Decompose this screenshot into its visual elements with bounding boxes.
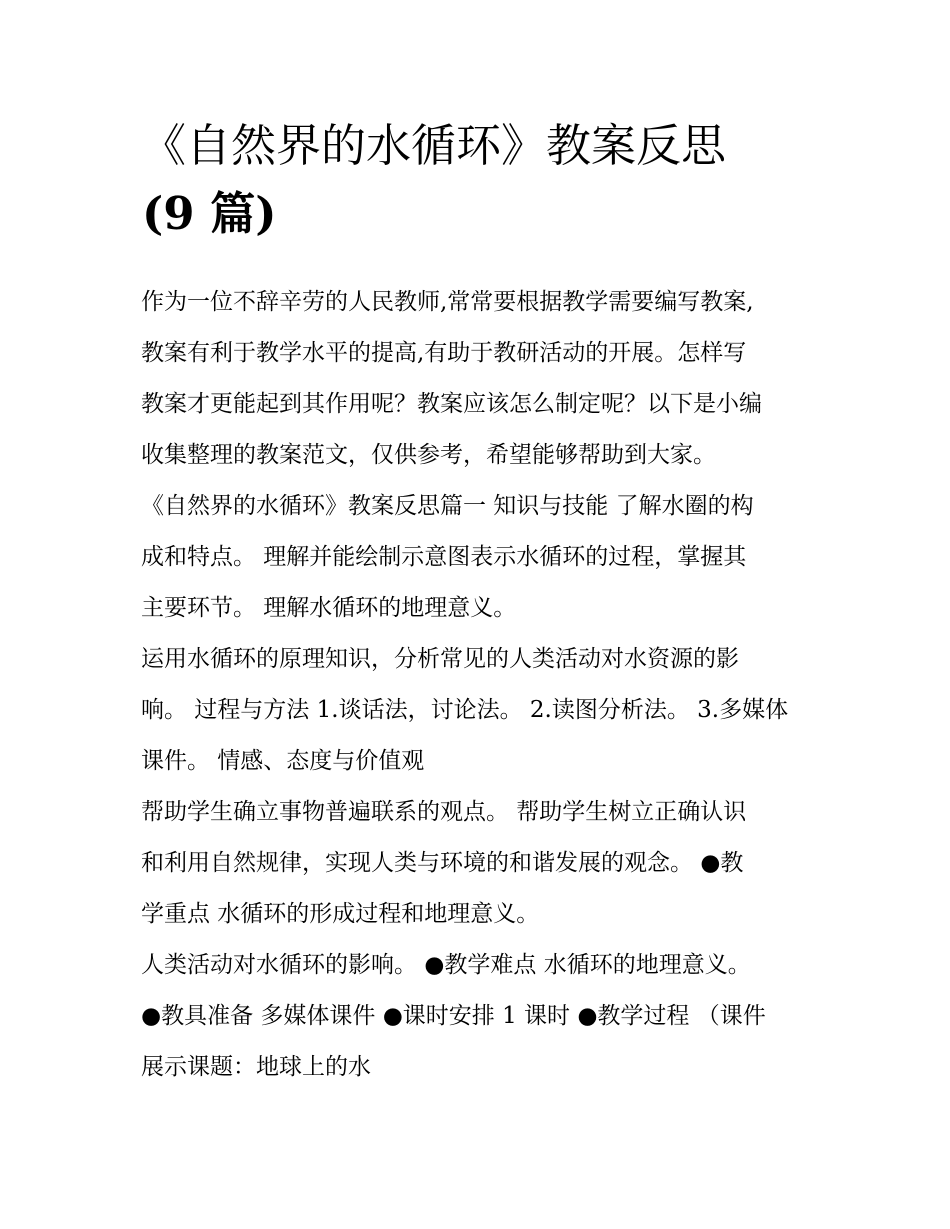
- document-body: [141, 277, 821, 1093]
- body-line-10: 课件。 情感、态度与价值观: [141, 748, 425, 774]
- body-line-3: 教案才更能起到其作用呢？教案应该怎么制定呢？以下是小编: [141, 391, 762, 417]
- body-line-4: 收集整理的教案范文，仅供参考，希望能够帮助到大家。: [141, 442, 716, 468]
- body-line-2: 教案有利于教学水平的提高,有助于教研活动的开展。怎样写: [141, 340, 747, 366]
- body-line-9: 响。 过程与方法 1.谈话法，讨论法。 2.读图分析法。 3.多媒体: [141, 697, 789, 723]
- body-line-12: 和利用自然规律，实现人类与环境的和谐发展的观念。 ●教: [141, 850, 744, 876]
- body-line-1: 作为一位不辞辛劳的人民教师,常常要根据教学需要编写教案,: [141, 289, 754, 315]
- body-line-16: 展示课题：地球上的水: [141, 1054, 371, 1080]
- title-line-2: (9 篇): [142, 187, 277, 240]
- title-line-1: 《自然界的水循环》教案反思: [141, 119, 727, 172]
- body-line-11: 帮助学生确立事物普遍联系的观点。 帮助学生树立正确认识: [141, 799, 747, 825]
- body-line-7: 主要环节。 理解水循环的地理意义。: [141, 595, 517, 621]
- body-line-14: 人类活动对水循环的影响。 ●教学难点 水循环的地理意义。: [141, 952, 751, 978]
- body-line-5: 《自然界的水循环》教案反思篇一 知识与技能 了解水圈的构: [141, 493, 754, 519]
- body-line-6: 成和特点。 理解并能绘制示意图表示水循环的过程，掌握其: [141, 544, 747, 570]
- body-line-13: 学重点 水循环的形成过程和地理意义。: [141, 901, 540, 927]
- body-line-8: 运用水循环的原理知识，分析常见的人类活动对水资源的影: [141, 646, 739, 672]
- document-title: [141, 112, 831, 248]
- body-line-15: ●教具准备 多媒体课件 ●课时安排 1 课时 ●教学过程 （课件: [141, 1003, 766, 1029]
